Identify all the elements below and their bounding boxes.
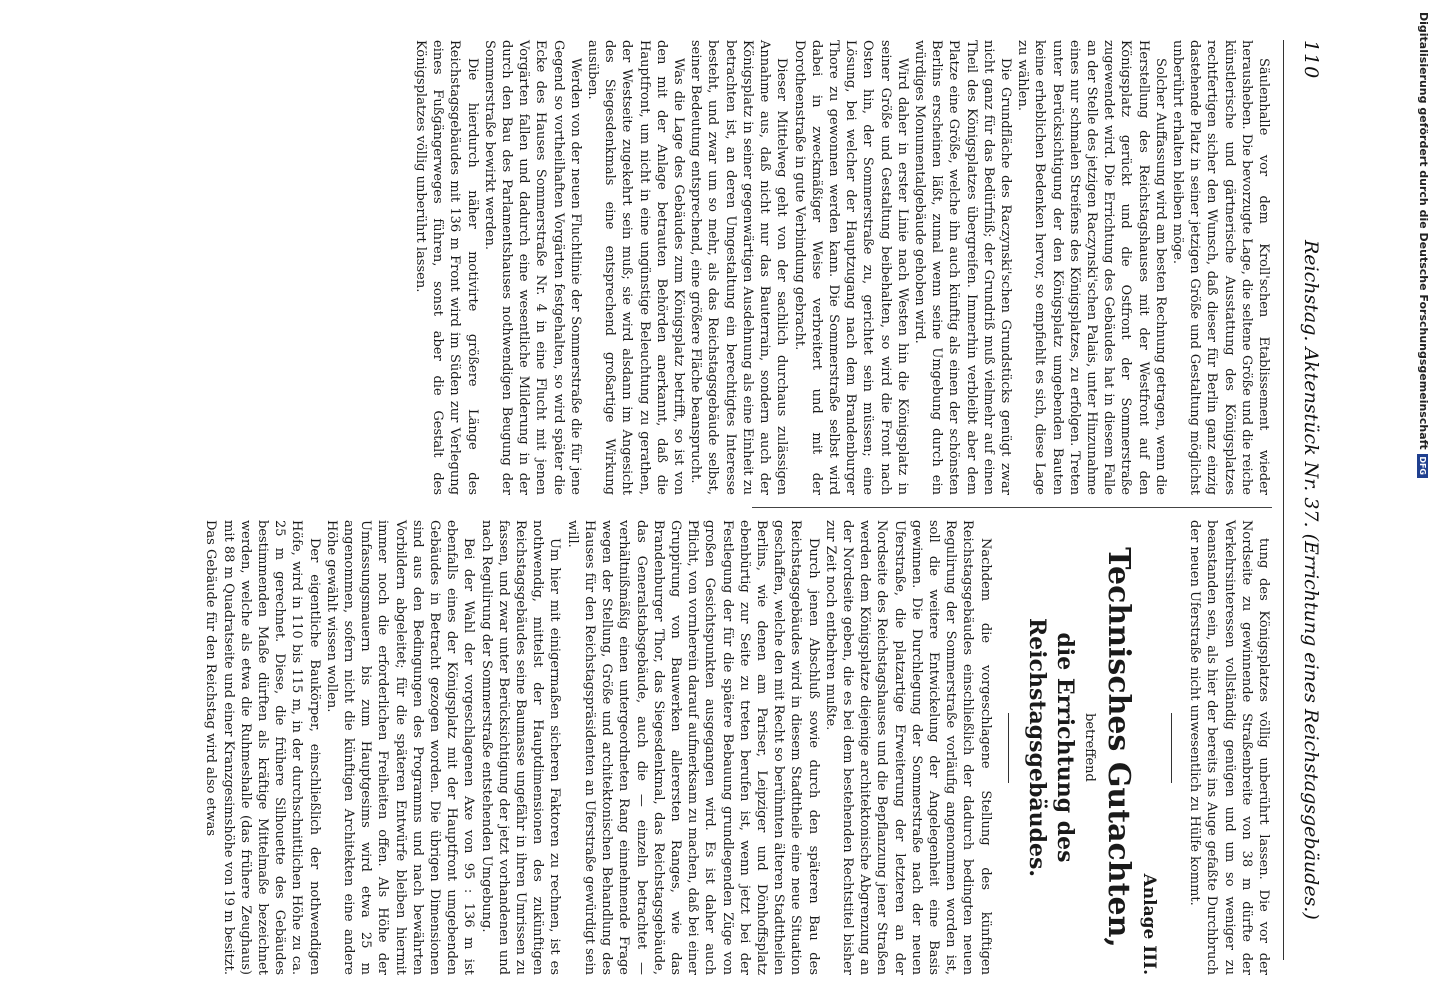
paragraph: Der eigentliche Baukörper, einschließlich der nothwendigen Höfe, wird in 110 bis 115 m, in der durchschnittlichen Höhe zu ca. 25 m gerechnet. Diese, die frühere Silhouette des Gebäudes bestimmenden Maße dürften als kräftige Mittelmaße bezeichnet werden, welche als etwa die Ruhmeshalle (das frühere Zeughaus) mit 88 m Quadratseite und einer Kranzgesimshöhe von 19 m besitzt. Das Gebäude für den Reichstag wird also etwas xyxy=(203,520,322,975)
section-subtitle: die Errichtung des Reichstagsgebäudes. xyxy=(1023,617,1078,878)
paragraph: Die Grundfläche des Raczynski'schen Grundstücks genügt zwar nicht ganz für das Bedürfniß; der Grundriß muß vielmehr auf einen Theil des Königsplatzes übergreifen. Immerhin verbleibt aber dem Platze eine Größe, welche ihn auch künftig als einen der schönsten Berlins erscheinen läßt, zumal wenn seine Umgebung durch ein würdiges Monumentalgebäude gehoben wird. xyxy=(911,40,1013,495)
paragraph: Dieser Mittelweg geht von der sachlich durchaus zulässigen Annahme aus, daß nicht nur das Bauterrain, sondern auch der Königsplatz in seiner gegenwärtigen Ausdehnung als eine Einheit zu betrachten ist, an deren Umgestaltung ein berechtigtes Interesse besteht, und zwar um so mehr, als das Reichstagsgebäude selbst, seiner Bedeutung entsprechend, eine größere Fläche beansprucht. xyxy=(688,40,790,495)
paragraph: Bei der Wahl der vorgeschlagenen Axe von 95 : 136 m ist ebenfalls eines der Königsplatz mit der Hauptfront umgebenden Gebäudes in Betracht gezogen worden. Die übrigen Dimensionen sind aus den Bedingungen des Programms und nach bewährten Vorbildern abgeleitet; für die späteren Entwürfe bleiben hiermit immer noch die erforderlichen Freiheiten offen. Als Höhe der Umfassungsmauern bis zum Hauptgesims wird etwa 25 m angenommen, sofern nicht die künftigen Architekten eine andere Höhe gewählt wissen wollen. xyxy=(323,520,477,975)
left-column xyxy=(412,40,1272,495)
header-rule xyxy=(1283,40,1284,960)
paragraph: Durch jenen Abschluß sowie durch den späteren Bau des Reichstagsgebäudes wird in diesem Stadttheile eine neue Situation geschaffen, welche den mit Recht so berühmten älteren Stadttheilen Berlins, wie denen am Pariser, Leipziger und Dönhoffsplatz ebenbürtig zur Seite zu treten berufen ist, wenn jetzt bei der Festlegung der für die spätere Bebauung grundlegenden Züge von großen Gesichtspunkten ausgegangen wird. Es ist daher auch Pflicht, von vornherein darauf aufmerksam zu machen, daß bei einer Gruppirung von Bauwerken allerersten Ranges, wie das Brandenburger Thor, das Siegesdenkmal, das Reichstagsgebäude, das Generalstabsgebäude, auch die — einzeln betrachtet — verhältnißmäßig einen untergeordneten Rang einnehmende Frage wegen der Stellung, Größe und architektonischen Behandlung des Hauses für den Reichstagspräsidenten an Uferstraße gewürdigt sein will. xyxy=(564,520,821,975)
running-title: Reichstag. Aktenstück Nr. 37. (Errichtung eines Reichstagsgebäudes.) xyxy=(1300,240,1322,920)
dfg-logo-icon: DFG xyxy=(1418,454,1429,478)
column-divider xyxy=(752,507,1272,508)
paragraph: Was die Lage des Gebäudes zum Königsplatz betrifft, so ist von den mit der Anlage betrauten Behörden anerkannt, daß die Hauptfront, um nicht in eine ungünstige Beleuchtung zu gerathen, der Westseite zugekehrt sein muß; sie wird alsdann im Angesicht des Siegesdenkmals eine entsprechend großartige Wirkung ausüben. xyxy=(585,40,687,495)
section-title: Technisches Gutachten, xyxy=(1100,547,1136,948)
paragraph: tung des Königsplatzes völlig unberührt lassen. Die vor der Nordseite zu gewinnende Straßenbreite von 38 m dürfte der Verkehrsinteressen vollständig genügen und um so weniger zu beanstanden sein, als hier der bereits ins Auge gefaßte Durchbruch der neuen Uferstraße nicht unwesentlich zu Hülfe kommt. xyxy=(1187,520,1271,975)
paragraph: Wird daher in erster Linie nach Westen hin die Königsplatz in seiner Größe und Gestaltung beibehalten, so wird die Front nach Osten hin, der Sommerstraße zu, gerichtet sein müssen; eine Lösung, bei welcher der Hauptzugang nach dem Brandenburger Thore zu gewonnen werden kann. Die Sommerstraße selbst wird dabei in zweckmäßiger Weise verbreitert und mit der Dorotheenstraße in gute Verbindung gebracht. xyxy=(791,40,910,495)
section-separator xyxy=(1171,713,1172,783)
paragraph: Um hier mit einigermaßen sicheren Faktoren zu rechnen, ist es nothwendig, mittelst der Hauptdimensionen des zukünftigen Reichstagsgebäudes seine Baumasse ungefähr in ihren Umrissen zu fassen, und zwar unter Berücksichtigung der jetzt vorhandenen und nach Regulirung der Sommerstraße entstehenden Umgebung. xyxy=(478,520,563,975)
page-header xyxy=(1292,40,1322,960)
right-column xyxy=(202,520,1272,975)
credit-line xyxy=(1412,12,1430,992)
paragraph: Die hierdurch näher motivirte größere Länge des Reichstagsgebäudes mit 136 m Front wird im Süden zur Verlegung eines Fußgängerweges führen, sonst aber die Gestalt des Königsplatzes völlig unberührt lassen. xyxy=(413,40,480,495)
section-betreff: betreffend xyxy=(1081,713,1097,782)
paragraph: Werden von der neuen Fluchtlinie der Sommerstraße die für jene Gegend so vortheilhaften Vorgärten festgehalten, so wird später die Ecke des Hauses Sommerstraße Nr. 4 in eine Flucht mit jenen Vorgärten fallen und dadurch eine wesentliche Milderung in der durch den Bau des Parlamentshauses nothwendigen Beugung der Sommerstraße bewirkt werden. xyxy=(481,40,583,495)
paragraph: Säulenhalle vor dem Kroll'schen Etablissement wieder herausheben. Die bevorzugte Lage, die seltene Größe und die reiche künstlerische und gärtnerische Ausstattung des Königsplatzes rechtfertigen sicher den Wunsch, daß dieser für Berlin ganz einzig dastehende Platz in seiner jetzigen Größe und Gestaltung möglichst unberührt erhalten bleiben möge. xyxy=(1169,40,1271,495)
appendix-label: Anlage III. xyxy=(1138,873,1159,975)
digitization-credit xyxy=(1412,12,1432,992)
credit-text: Digitalisierung gefördert durch die Deutsche Forschungsgemeinschaft xyxy=(1417,12,1430,450)
paragraph: Solcher Auffassung wird am besten Rechnung getragen, wenn die Herstellung des Reichstagshauses mit der Westfront auf den Königsplatz gerückt und die Ostfront der Sommerstraße zugewendet wird. Die Errichtung des Gebäudes hat in diesem Falle an der Stelle des jetzigen Raczynski'schen Palais, unter Hinzunahme eines nur schmalen Streifens des Königsplatzes, zu erfolgen. Treten unter Berücksichtigung der den Königsplatz umgebenden Bauten keine erheblichen Bedenken hervor, so empfiehlt es sich, diese Lage zu wählen. xyxy=(1015,40,1168,495)
section-separator xyxy=(1008,713,1009,783)
paragraph: Nachdem die vorgeschlagene Stellung des künftigen Reichstagsgebäudes einschließlich der dadurch bedingten neuen Regulirung der Sommerstraße vorläufig angenommen worden ist, soll die weitere Entwickelung der Angelegenheit eine Basis gewinnen. Die Durchlegung der Sommerstraße nach der neuen Uferstraße, die platzartige Erweiterung der letzteren an der Nordseite des Reichstagshauses und die Bepflanzung jener Straßen werden dem Königsplatze diejenige architektonische Abgrenzung an der Nordseite geben, die es bei dem bestehenden Rechtstitel bisher zur Zeit noch entbehren mußte. xyxy=(822,520,993,975)
page-number: 110 xyxy=(1300,40,1322,80)
